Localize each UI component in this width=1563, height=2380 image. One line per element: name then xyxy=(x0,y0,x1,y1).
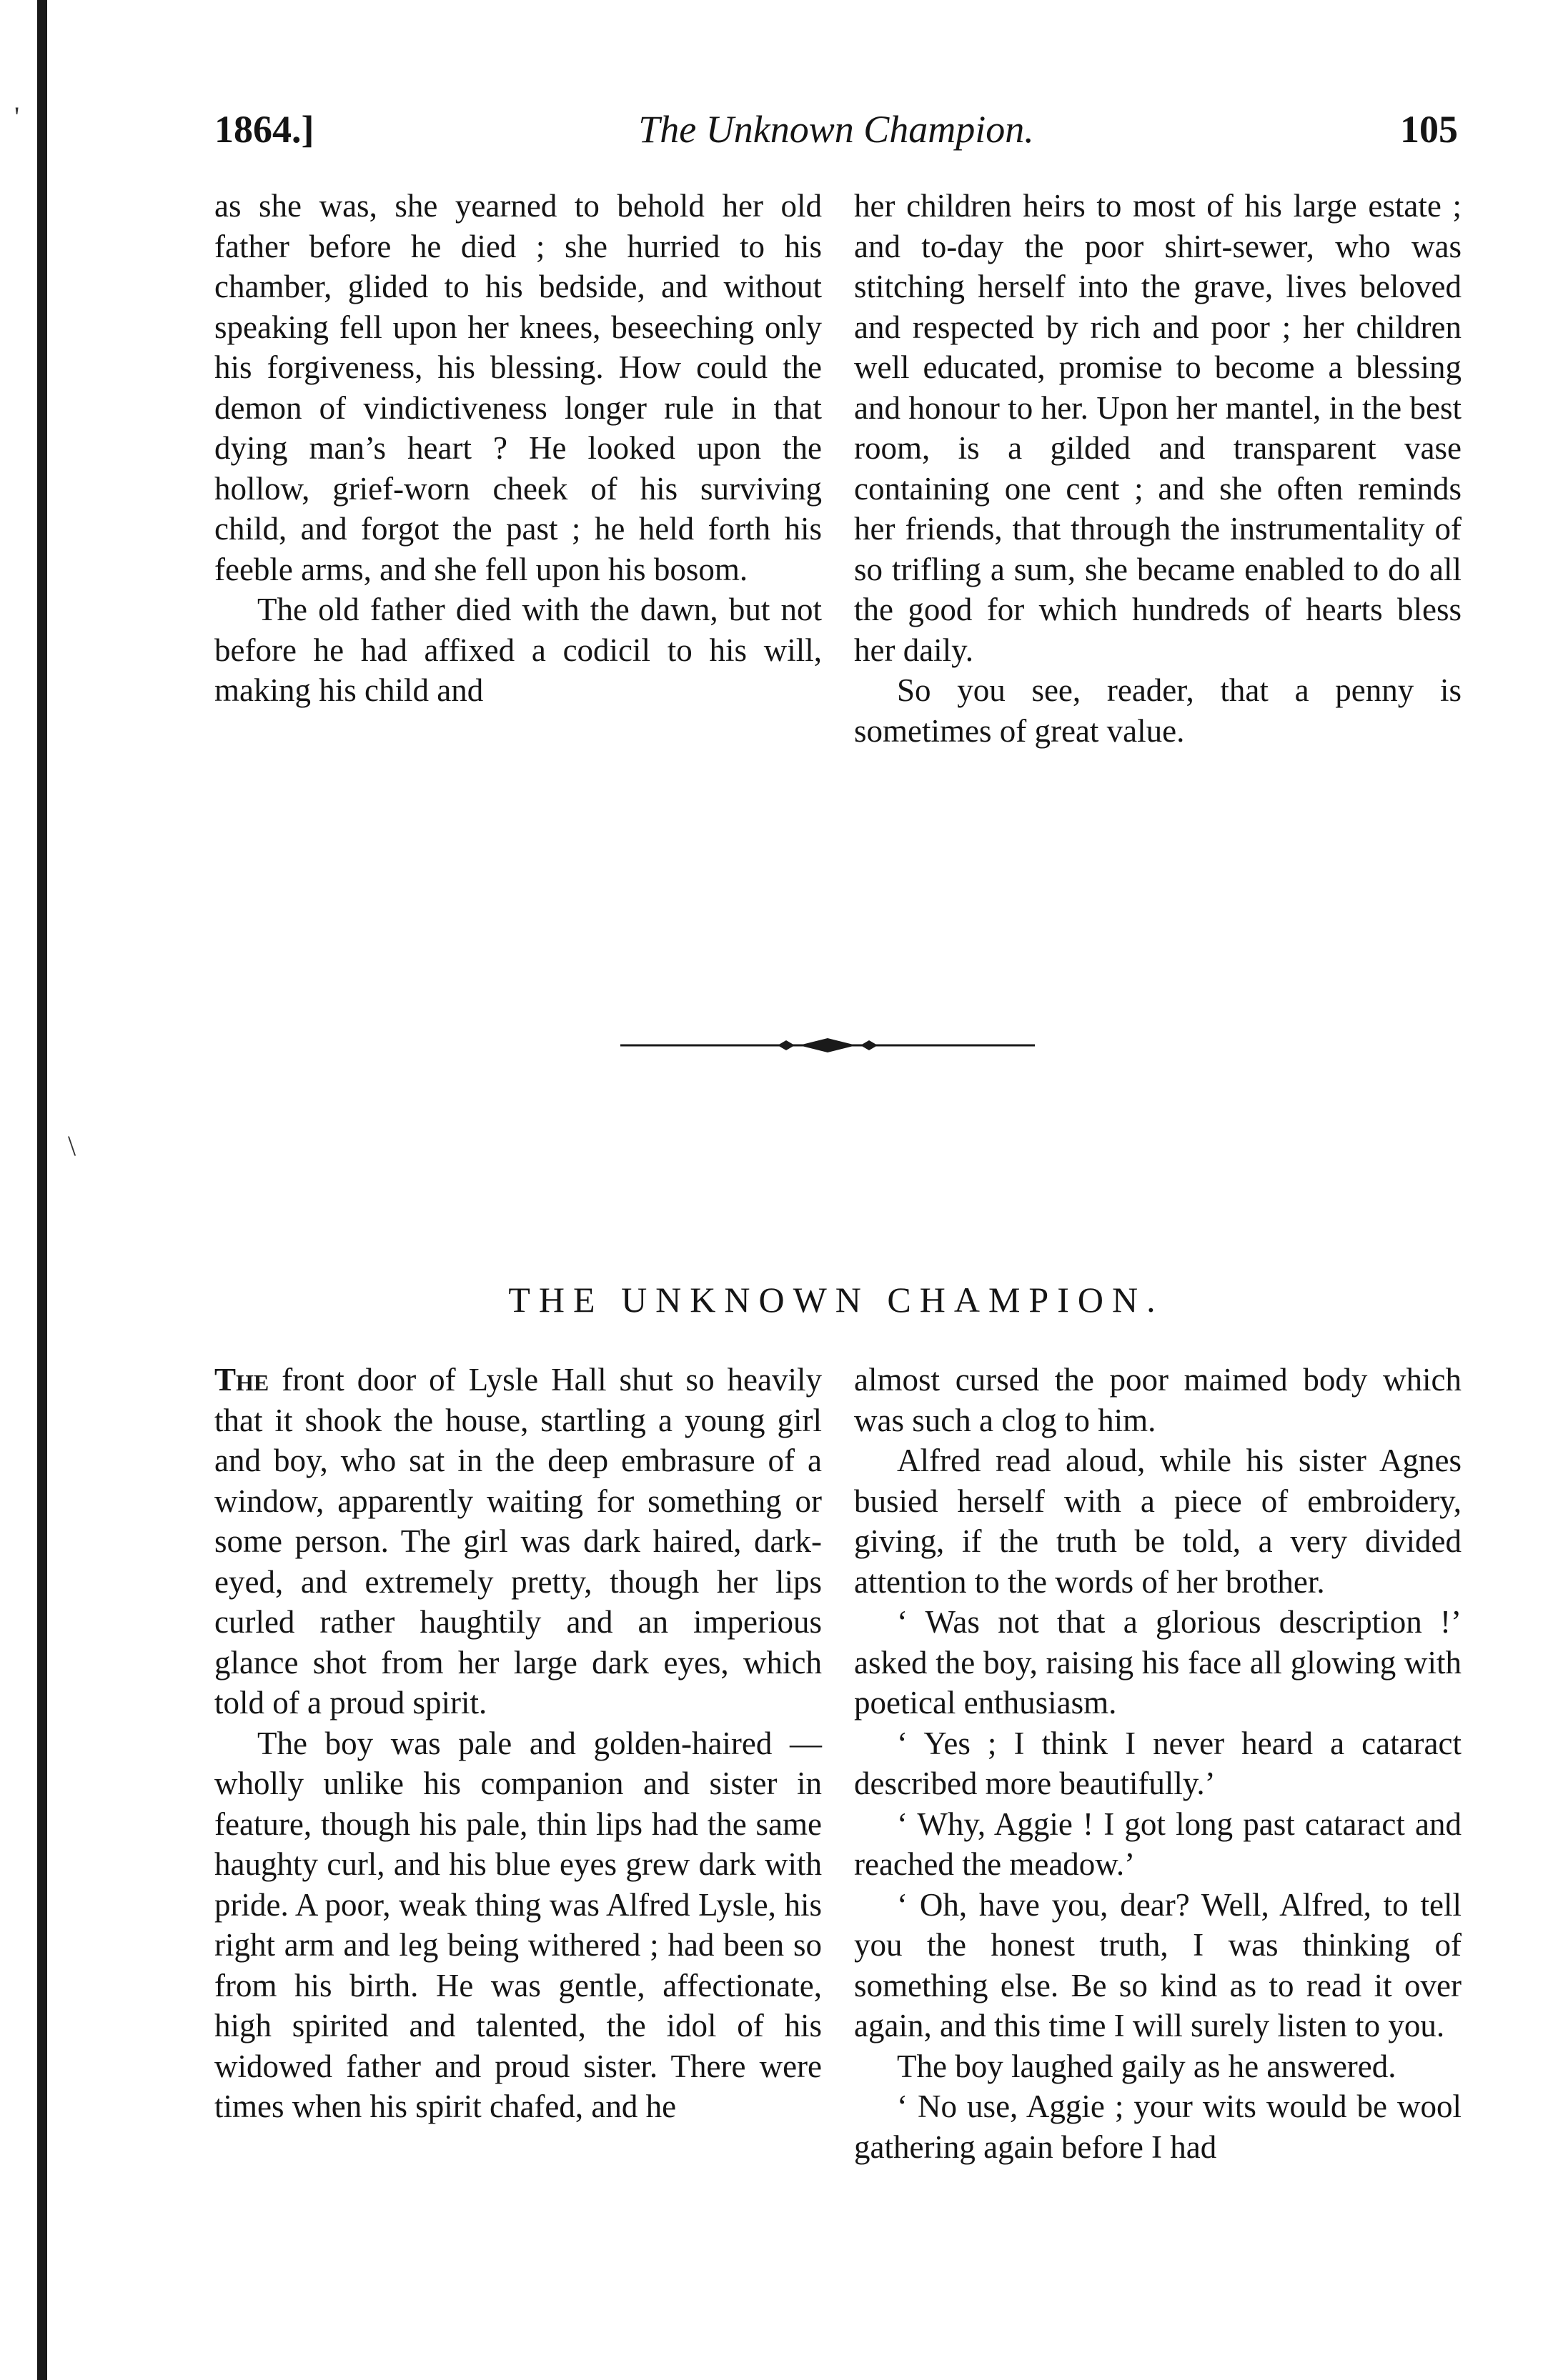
paragraph: The boy laughed gaily as he answered. xyxy=(897,2048,1396,2084)
paragraph: The old father died with the dawn, but not before he had affixed a codicil to his will, making his child and xyxy=(214,592,822,708)
paragraph-text: The boy was pale and golden-haired —wholly unlike his companion and sister in feature, though his pale, thin lips had the same haughty curl, and his blue eyes grew dark with pride. A poor, weak thing was Alfred Lysle, his right arm and leg being withered ; had been so from his birth. He was gentle, affectionate, high spirited and talented, the idol of his widowed father and proud sister. There were times when his spirit chafed, and he xyxy=(214,1725,822,2124)
paragraph: ‘ Was not that a glorious description !’ asked the boy, raising his face all glowing with poetical enthusiasm. xyxy=(854,1604,1462,1721)
paragraph: So you see, reader, that a penny is sometimes of great value. xyxy=(854,672,1462,749)
paragraph: ‘ Why, Aggie ! I got long past cataract and reached the meadow.’ xyxy=(854,1806,1462,1882)
book-spine-shadow xyxy=(37,0,47,2380)
paragraph: ‘ No use, Aggie ; your wits would be wool gathering again before I had xyxy=(854,2088,1462,2165)
paragraph xyxy=(214,1360,822,1723)
paragraph: almost cursed the poor maimed body which was such a clog to him. xyxy=(854,1362,1462,1438)
paragraph: ‘ Oh, have you, dear? Well, Alfred, to tell you the honest truth, I was thinking of something else. Be so kind as to read it over again, and this time I will surely listen to you. xyxy=(854,1886,1462,2043)
margin-mark: ' xyxy=(14,101,20,133)
running-title: The Unknown Champion. xyxy=(638,108,1034,151)
section-divider-ornament xyxy=(620,1035,1035,1056)
paragraph: Alfred read aloud, while his sister Agnes busied herself with a piece of embroidery, giving, if the truth be told, a very divided attention to the words of her brother. xyxy=(854,1443,1462,1600)
column-top-right xyxy=(854,186,1462,751)
column-top-left xyxy=(214,186,822,711)
header-year: 1864.] xyxy=(214,108,314,151)
paragraph xyxy=(214,1723,822,2127)
article-title: THE UNKNOWN CHAMPION. xyxy=(508,1280,1164,1320)
paragraph: her children heirs to most of his large estate ; and to-day the poor shirt-sewer, who was stitching herself into the grave, lives beloved and respected by rich and poor ; her children well educated, promise to become a blessing and honour to her. Upon her mantel, in the best room, is a gilded and transparent vase containing one cent ; and she often reminds her friends, that through the instrumentality of so trifling a sum, she became enabled to do all the good for which hundreds of hearts bless her daily. xyxy=(854,188,1462,668)
running-header xyxy=(214,107,1458,164)
paragraph: as she was, she yearned to behold her old father before he died ; she hurried to his chamber, glided to his bedside, and without speaking fell upon her knees, beseeching only his forgiveness, his blessing. How could the demon of vindictiveness longer rule in that dying man’s heart ? He looked upon the hollow, grief-worn cheek of his surviving child, and forgot the past ; he held forth his feeble arms, and she fell upon his bosom. xyxy=(214,188,822,587)
page-number: 105 xyxy=(1400,108,1458,151)
margin-mark: \ xyxy=(68,1130,76,1162)
paragraph: ‘ Yes ; I think I never heard a cataract described more beautifully.’ xyxy=(854,1725,1462,1801)
paragraph-lead: The xyxy=(214,1362,269,1398)
column-bottom-right xyxy=(854,1360,1462,2167)
column-bottom-left xyxy=(214,1360,822,2127)
paragraph-text: front door of Lysle Hall shut so heavily that it shook the house, startling a young girl and boy, who sat in the deep embrasure of a window, apparently waiting for something or some person. The girl was dark haired, dark-eyed, and extremely pretty, though her lips curled rather haughtily and an imperious glance shot from her large dark eyes, which told of a proud spirit. xyxy=(214,1362,822,1721)
